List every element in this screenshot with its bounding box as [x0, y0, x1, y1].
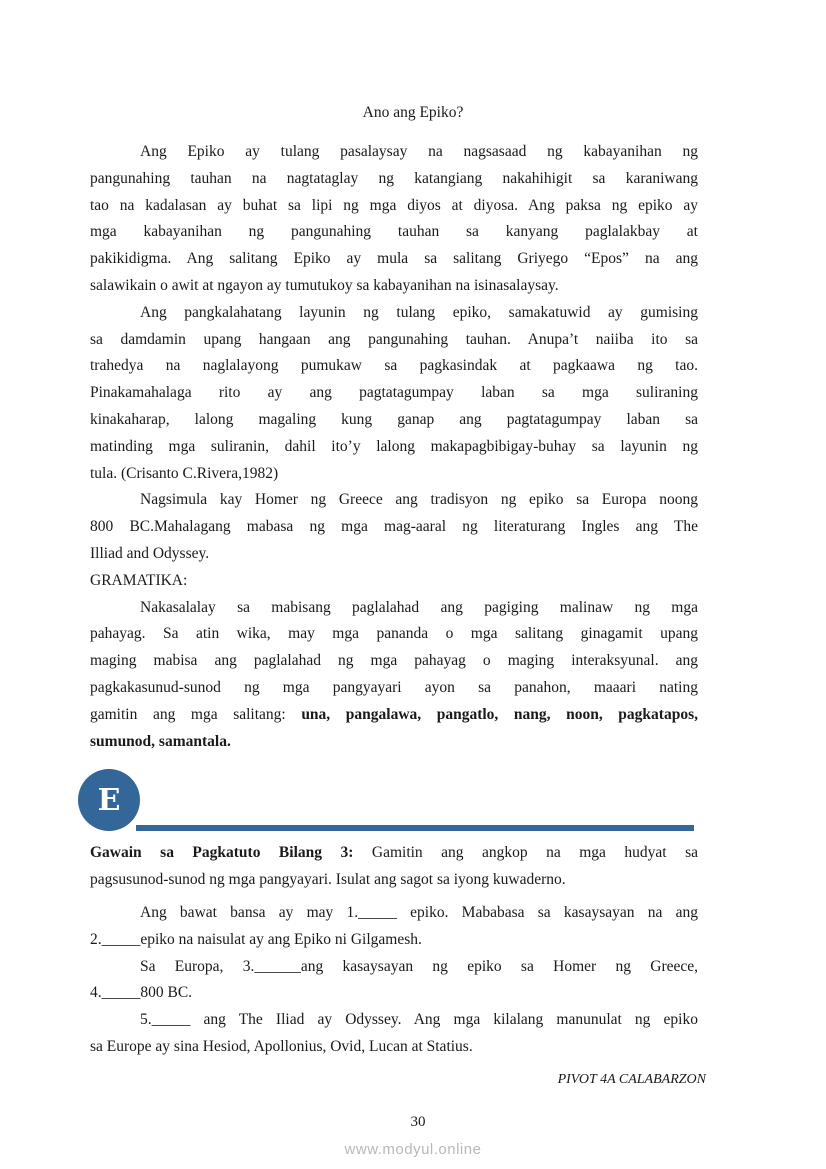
text-line: 4._____800 BC.: [90, 984, 193, 1002]
text-line: sa Europe ay sina Hesiod, Apollonius, Ovid, Lucan at Statius.: [90, 1037, 473, 1055]
text-line: maging mabisa ang paglalahad ng mga pahayag o maging interaksyunal. ang: [90, 652, 698, 670]
section-title: Ano ang Epiko?: [362, 104, 464, 121]
footer-label: PIVOT 4A CALABARZON: [557, 1072, 706, 1087]
bold-text: Gawain sa Pagkatuto Bilang 3:: [90, 844, 354, 861]
text-line: 5._____ ang The Iliad ay Odyssey. Ang mga kilalang manunulat ng epiko: [140, 1011, 698, 1029]
text-line: matinding mga suliranin, dahil ito’y lalong makapagbibigay-buhay sa layunin ng: [90, 437, 698, 455]
text-line: Nagsimula kay Homer ng Greece ang tradisyon ng epiko sa Europa noong: [140, 491, 698, 509]
activity-instructions: [90, 840, 698, 894]
text-line: Sa Europa, 3.______ang kasaysayan ng epiko sa Homer ng Greece,: [140, 957, 698, 975]
text-line: pangunahing tauhan na nagtataglay ng katangiang nakahihigit sa karaniwang: [90, 169, 698, 187]
text-line: kinakaharap, lalong magaling kung ganap ang pagtatagumpay laban sa: [90, 410, 698, 428]
text-line: tula. (Crisanto C.Rivera,1982): [90, 464, 279, 482]
text-line: salawikain o awit at ngayon ay tumutukoy sa kabayanihan na isinasalaysay.: [90, 276, 559, 294]
text-line: pagsusunod-sunod ng mga pangyayari. Isulat ang sagot sa iyong kuwaderno.: [90, 870, 566, 888]
section-divider: [136, 825, 694, 831]
bold-text: sumunod, samantala.: [90, 732, 231, 750]
text-line: Ang Epiko ay tulang pasalaysay na nagsasaad ng kabayanihan ng: [140, 143, 698, 160]
page-number: 30: [410, 1114, 426, 1130]
body-text: [90, 139, 698, 755]
bold-text: una, pangalawa, pangatlo, nang, noon, pagkatapos,: [301, 705, 698, 723]
text-line: trahedya na naglalayong pumukaw sa pagkasindak at pagkaawa ng tao.: [90, 357, 698, 375]
text-line: 800 BC.Mahalagang mabasa ng mga mag-aaral ng literaturang Ingles ang The: [90, 518, 698, 536]
text-line: pahayag. Sa atin wika, may mga pananda o mga salitang ginagamit upang: [90, 625, 698, 643]
text-line: GRAMATIKA:: [90, 571, 188, 589]
watermark: www.modyul.online: [344, 1141, 482, 1158]
text-line: 2._____epiko na naisulat ay ang Epiko ni Gilgamesh.: [90, 930, 422, 948]
section-e-badge: E: [78, 769, 140, 831]
text-line: [90, 729, 698, 756]
text-line: Illiad and Odyssey.: [90, 544, 210, 562]
text-line: tao na kadalasan ay buhat sa lipi ng mga diyos at diyosa. Ang paksa ng epiko ay: [90, 196, 698, 214]
text-line: pagkakasunud-sunod ng mga pangyayari ayon sa panahon, maaari nating: [90, 678, 698, 696]
text-line: pakikidigma. Ang salitang Epiko ay mula sa salitang Griyego “Epos” na ang: [90, 250, 698, 268]
text-line: Ang pangkalahatang layunin ng tulang epiko, samakatuwid ay gumising: [140, 303, 698, 321]
exercise-text: [90, 900, 698, 1061]
text-line: Ang bawat bansa ay may 1._____ epiko. Mababasa sa kasaysayan na ang: [140, 904, 698, 921]
text-line: [90, 840, 698, 867]
text-line: mga kabayanihan ng pangunahing tauhan sa kanyang paglalakbay at: [90, 223, 698, 241]
text-line: Nakasalalay sa mabisang paglalahad ang pagiging malinaw ng mga: [140, 598, 698, 616]
text-segment: gamitin ang mga salitang:: [90, 705, 302, 723]
text-segment: Gamitin ang angkop na mga hudyat sa: [353, 844, 698, 861]
text-line: Pinakamahalaga rito ay ang pagtatagumpay laban sa mga suliraning: [90, 384, 698, 402]
text-line: [90, 702, 698, 729]
text-line: sa damdamin upang hangaan ang pangunahing tauhan. Anupa’t naiiba ito sa: [90, 330, 698, 348]
